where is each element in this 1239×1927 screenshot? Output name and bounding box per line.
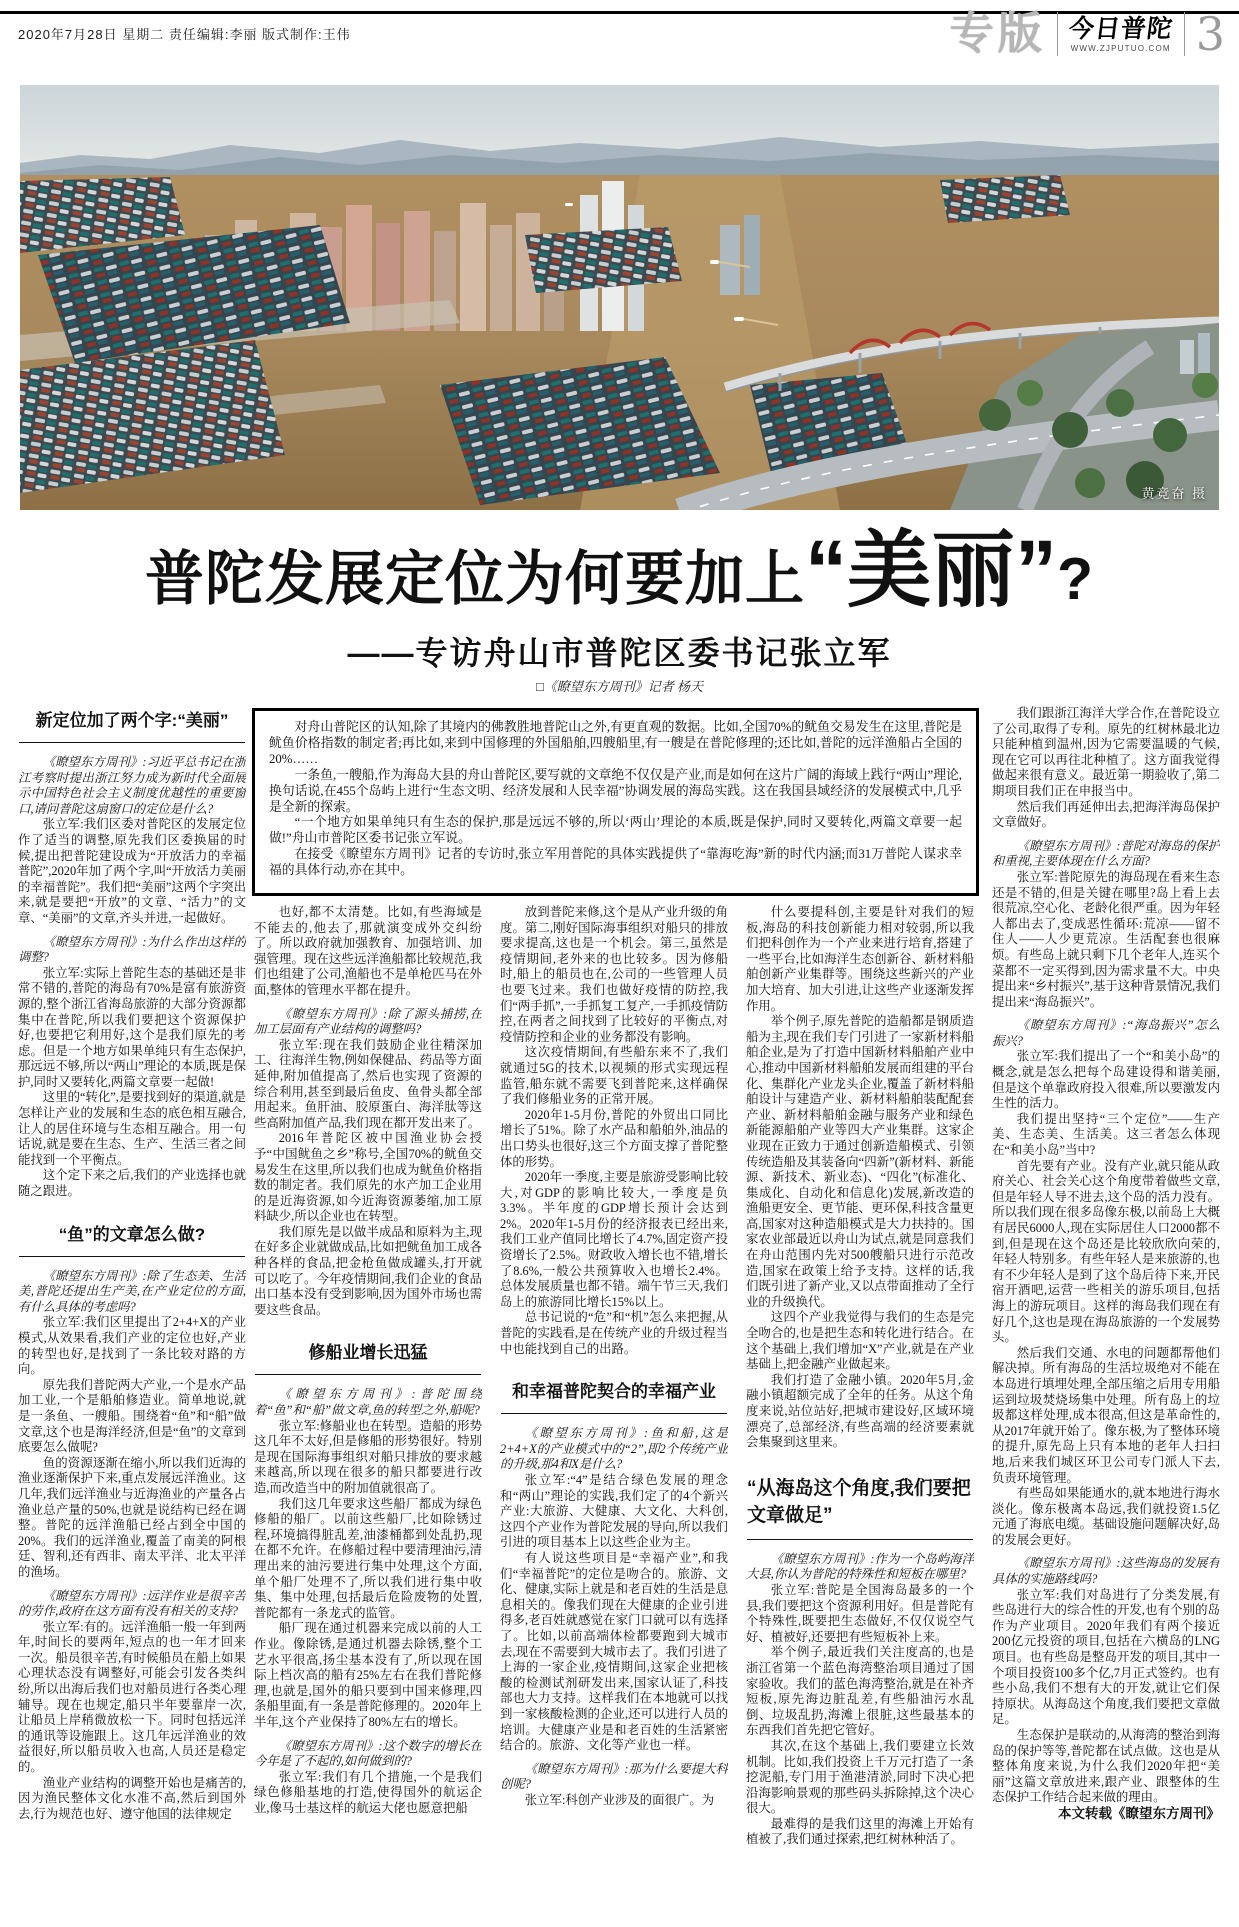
question-paragraph: 《瞭望东方周刊》:“海岛振兴”怎么振兴? [992,1018,1220,1048]
hero-photo [20,85,1219,510]
body-paragraph: 我们提出坚持“三个定位”——生产美、生态美、生活美。这三者怎么体现在“和美小岛”当中? [992,1111,1220,1158]
masthead-title: 今日普陀 [1066,13,1175,43]
question-paragraph: 《瞭望东方周刊》:那为什么要提大科创呢? [500,1761,728,1792]
main-headline [0,524,1239,641]
section-heading: “从海岛这个角度,我们要把文章做足” [747,1475,973,1540]
article-column-4 [746,905,974,1905]
question-paragraph: 《瞭望东方周刊》:除了源头捕捞,在加工层面有产业结构的调整吗? [254,1006,482,1037]
question-paragraph: 《瞭望东方周刊》:普陀围绕着“鱼”和“船”做文章,鱼的转型之外,船呢? [254,1387,482,1418]
subheadline: ——专访舟山市普陀区委书记张立军 [347,635,892,671]
lede-box [252,708,979,896]
body-paragraph: 生态保护是联动的,从海湾的整治到海岛的保护等等,普陀都在试点做。这也是从整体角度来说,为什么我们2020年把“美丽”这篇文章放进来,跟产业、跟整体的生态保护工作结合起来做的理由。 [992,1728,1220,1805]
question-paragraph: 《瞭望东方周刊》:除了生态美、生活美,普陀还提出生产美,在产业定位的方面,有什么具体的考虑吗? [18,1268,246,1314]
answer-paragraph: 张立军:我们区里提出了2+4+X的产业模式,从效果看,我们产业的定位也好,产业的转型也好,是找到了一条比较对路的方向。 [18,1315,246,1377]
body-paragraph: 我们打造了金融小镇。2020年5月,金融小镇超额完成了全年的任务。从这个角度来说,站位站好,把城市建设好,区域环境漂亮了,总部经济,有些高端的经济要素就会集聚到这里来。 [746,1372,974,1450]
byline: □《瞭望东方周刊》记者 杨天 [535,679,704,694]
section-heading: 和幸福普陀契合的幸福产业 [501,1381,727,1414]
headline-emphasis: “美丽” [804,523,1057,617]
question-paragraph: 《瞭望东方周刊》:鱼和船,这是2+4+X的产业模式中的“2”,即2个传统产业的升级,那4和X是什么? [500,1426,728,1472]
body-paragraph: 总书记说的“危”和“机”怎么来把握,从普陀的实践看,是在传统产业的升级过程当中也能找到自己的出路。 [500,1310,728,1356]
body-paragraph: 举个例子,最近我们关注度高的,也是浙江省第一个蓝色海湾整治项目通过了国家验收。我们的蓝色海湾整治,就是在补齐短板,原先海边脏乱差,有些船油污水乱倒、垃圾乱扔,海滩上很脏,这些最基本的东西我们首先把它管好。 [746,1645,974,1738]
body-paragraph: 有人说这些项目是“幸福产业”,和我们“幸福普陀”的定位是吻合的。旅游、文化、健康,实际上就是和老百姓的生活是息息相关的。像我们现在大健康的企业引进得多,老百姓就感觉在家门口就可以有选择了。比如,以前高端体检都要跑到大城市去,现在不需要到大城市去了。我们引进了上海的一家企业,疫情期间,这家企业把核酸的检测试剂研发出来,国家认证了,科技部也大力支持。这样我们在本地就可以找到一家核酸检测的企业,还可以进行人员的培训。大健康产业是和老百姓的生活紧密结合的。旅游、文化等产业也一样。 [500,1550,728,1753]
body-paragraph: 渔业产业结构的调整开始也是痛苦的,因为渔民整体文化水准不高,然后到国外去,行为规范也好、遵守他国的法律规定 [18,1775,246,1821]
body-paragraph: 我们原先是以做半成品和原料为主,现在好多企业就做成品,比如把鱿鱼加工成各种各样的食品,把金枪鱼做成罐头,打开就可以吃了。今年疫情期间,我们企业的食品出口基本没有受到影响,因为国外市场也需要这些食品。 [254,1224,482,1317]
body-paragraph: 有些岛如果能通水的,就本地进行海水淡化。像东极离本岛远,我们就投资1.5亿元通了海底电缆。基础设施问题解决好,岛的发展会更好。 [992,1486,1220,1547]
body-paragraph: 这四个产业我觉得与我们的生态是完全吻合的,也是把生态和转化进行结合。在这个基础上,我们增加“X”产业,就是在产业基础上,把金融产业做起来。 [746,1310,974,1372]
body-paragraph: 我们这几年要求这些船厂都成为绿色修船的船厂。以前这些船厂,比如除锈过程,环境搞得脏乱差,油漆桶都到处乱扔,现在都不允许。在修船过程中要清理油污,清理出来的油污要进行集中处理,这个方面,单个船厂处理不了,所以我们进行集中收集、集中处理,包括最后危险废物的处置,普陀都有一条龙式的监管。 [254,1496,482,1620]
date-line: 2020年7月28日 星期二 责任编辑:李丽 版式制作:王伟 [18,27,351,42]
lede-paragraph: “一个地方如果单纯只有生态的保护,那是远远不够的,所以‘两山’理论的本质,既是保护,同时又要转化,两篇文章要一起做!”舟山市普陀区委书记张立军说。 [269,815,962,846]
answer-paragraph: 张立军:修船业也在转型。造船的形势这几年不太好,但是修船的形势很好。特别是现在国际海事组织对船只排放的要求越来越高,所以现在很多的船只都要进行改造,而改造当中的附加值就很高了。 [254,1418,482,1495]
question-paragraph: 《瞭望东方周刊》:这些海岛的发展有具体的实施路线吗? [992,1556,1220,1587]
article-column-2 [254,905,482,1905]
answer-paragraph: 张立军:现在我们鼓励企业往精深加工、往海洋生物,例如保健品、药品等方面延伸,附加值提高了,然后也实现了资源的综合利用,甚至到最后鱼皮、鱼骨头都全部用起来。鱼肝油、胶原蛋白、海洋肽等这些高附加值产品,我们现在都开发出来了。 [254,1037,482,1130]
answer-paragraph: 张立军:我们对岛进行了分类发展,有些岛进行大的综合性的开发,也有个别的岛作为产业项目。2020年我们有两个接近200亿元投资的项目,包括在六横岛的LNG项目。也有些岛是整岛开发的项目,其中一个项目投资100多个亿,7月正式签约。也有些小岛,我们不想有大的开发,就让它们保持原状。从海岛这个角度,我们要把文章做足。 [992,1587,1220,1727]
article-column-3 [500,905,728,1905]
body-paragraph: 2016年普陀区被中国渔业协会授予“中国鱿鱼之乡”称号,全国70%的鱿鱼交易发生在这里,所以我们也成为鱿鱼价格指数的制定者。我们原先的水产加工企业用的是近海资源,如今近海资源萎缩,加工原料缺少,所以企业也在转型。 [254,1131,482,1224]
masthead-stack [1066,13,1175,54]
logo-divider [1057,12,1058,56]
body-paragraph: 2020年一季度,主要是旅游受影响比较大,对GDP的影响比较大,一季度是负3.3%。半年度的GDP增长预计会达到2%。2020年1-5月份的经济报表已经出来,我们工业产值同比增长了4.7%,固定资产投资增长了2.5%。财政收入增长也不错,增长了8.6%,一般公共预算收入也增长2.4%。总体发展质量也都不错。端午节三天,我们岛上的旅游同比增长15%以上。 [500,1170,728,1309]
section-heading: 修船业增长迅猛 [255,1342,481,1375]
body-paragraph: 这里的“转化”,是要找到好的渠道,就是怎样让产业的发展和生态的底色相互融合,让人的居住环境与生态相互融合。用一句话说,就是要在生态、生产、生活三者之间能找到一个平衡点。 [18,1090,246,1167]
body-paragraph: 放到普陀来修,这个是从产业升级的角度。第二,刚好国际海事组织对船只的排放要求提高,这也是一个机会。第三,虽然是疫情期间,老外来的也比较多。因为修船时,船上的船员也在,公司的一些管理人员也要飞过来。我们也做好疫情的防控,我们“两手抓”,一手抓复工复产,一手抓疫情防控,在两者之间找到了比较好的平衡点,对疫情防控和企业的业务都没有影响。 [500,905,728,1044]
headline-question-mark: ? [1056,546,1095,612]
answer-paragraph: 张立军:我们区委对普陀区的发展定位作了适当的调整,原先我们区委换届的时候,提出把普陀建设成为“开放活力的幸福普陀”,2020年加了两个字,叫“开放活力美丽的幸福普陀”。我们把“美丽”这两个字突出来,就是要把“开放”的文章、“活力”的文章、“美丽”的文章,齐头并进,一起做好。 [18,817,246,925]
masthead-url: WWW.ZJPUTUO.COM [1070,44,1171,54]
body-paragraph: 船厂现在通过机器来完成以前的人工作业。像除锈,是通过机器去除锈,整个工艺水平很高,扬尘基本没有了,所以现在国际上档次高的船有25%左右在我们普陀修理,也就是,国外的船只要到中国来修理,四条船里面,有一条是普陀修理的。2020年上半年,这个产业保持了80%左右的增长。 [254,1621,482,1729]
question-paragraph: 《瞭望东方周刊》:为什么作出这样的调整? [18,934,246,965]
section-heading: 新定位加了两个字:“美丽” [19,710,245,743]
body-paragraph: 然后我们交通、水电的问题都帮他们解决掉。所有海岛的生活垃圾绝对不能在本岛进行填埋处理,全部压缩之后用专用船运到垃圾焚烧场集中处理。所有岛上的垃圾都这样处理,成本很高,但这是革命性的,从2017年就开始了。像东极,为了整体环境的提升,原先岛上只有本地的老年人扫扫地,后来我们城区环卫公司专门派人下去,负责环境管理。 [992,1345,1220,1485]
body-paragraph: 2020年1-5月份,普陀的外贸出口同比增长了51%。除了水产品和船舶外,油品的出口势头也很好,这三个方面支撑了普陀整体的形势。 [500,1107,728,1169]
body-paragraph: 首先要有产业。没有产业,就只能从政府关心、社会关心这个角度带着做些文章,但是年轻人导不进去,这个岛的活力没有。所以我们现在很多岛像东极,以前岛上大概有居民6000人,现在实际居住人口2000都不到,但是现在这个岛还是比较欣欣向荣的,年轻人特别多。有些年轻人是来旅游的,也有不少年轻人是到了这个岛后待下来,开民宿开酒吧,运营一些相关的游乐项目,包括海上的游玩项目。这样的海岛我们现在有好几个,这也是现在海岛旅游的一个发展势头。 [992,1158,1220,1345]
answer-paragraph: 张立军:我们有几个措施,一个是我们绿色修船基地的打造,使得国外的航运企业,像马士基这样的航运大佬也愿意把船 [254,1769,482,1815]
lede-paragraph: 对舟山普陀区的认知,除了其境内的佛教胜地普陀山之外,有更直观的数据。比如,全国70%的鱿鱼交易发生在这里,普陀是鱿鱼价格指数的制定者;再比如,来到中国修理的外国船舶,四艘船里,有一艘是在普陀修理的;还比如,普陀的远洋渔船占全国的20%…… [269,720,962,766]
article-credit: 本文转载《瞭望东方周刊》 [1058,1805,1220,1821]
answer-paragraph: 张立军:科创产业涉及的面很广。为 [524,1792,715,1807]
harbor-aerial-illustration [20,85,1219,510]
answer-paragraph: 张立军:普陀是全国海岛最多的一个县,我们要把这个资源利用好。但是普陀有个特殊性,既要把生态做好,不仅仅说空气好、植被好,还要把有些短板补上来。 [746,1582,974,1644]
question-paragraph: 《瞭望东方周刊》:普陀对海岛的保护和重视,主要体现在什么方面? [992,838,1220,869]
body-paragraph: 这个定下来之后,我们的产业选择也就随之跟进。 [18,1168,246,1199]
section-label: 专版 [949,9,1046,58]
headline-text: 普陀发展定位为何要加上 [144,546,805,612]
question-paragraph: 《瞭望东方周刊》:这个数字的增长在今年是了不起的,如何做到的? [254,1738,482,1769]
body-paragraph: 举个例子,原先普陀的造船都是钢质造船为主,现在我们专门引进了一家新材料船舶企业,是为了打造中国新材料船舶产业中心,推动中国新材料船舶发展而组建的平台化、集群化产业龙头企业,覆盖了新材料船舶设计与建造产业、新材料船舶装配配套产业、新材料船舶金融与服务产业和绿色新能源船舶产业等四大产业集群。这家企业现在正致力于通过创新造船模式、引领传统造船及其装备向“四新”(新材料、新能源、新技术、新业态)、“四化”(标准化、集成化、自动化和信息化)发展,新改造的渔船更安全、更节能、更环保,科技含量更高,国家对这种造船模式是大力扶持的。国家农业部最近以舟山为试点,就是同意我们在舟山范围内先对500艘船只进行示范改造,国家在政策上给予支持。这样的话,我们既引进了新产业,又以点带面推动了全行业的升级换代。 [746,1014,974,1309]
masthead-block [949,7,1225,61]
body-paragraph: 什么要提科创,主要是针对我们的短板,海岛的科技创新能力相对较弱,所以我们把科创作为一个产业来进行培育,搭建了一些平台,比如海洋生态创新谷、新材料船舶创新产业集群等。围绕这些新兴的产业加大培育、加大引进,让这些产业逐渐发挥作用。 [746,905,974,1013]
page-number: 3 [1195,7,1225,61]
answer-paragraph: 张立军:我们提出了一个“和美小岛”的概念,就是怎么把每个岛建设得和谐美丽,但是这个单靠政府投入很难,所以要激发内生性的活力。 [992,1049,1220,1111]
body-paragraph: 其次,在这个基础上,我们要建立长效机制。比如,我们投资上千万元打造了一条挖泥船,专门用于渔港清淤,同时下决心把沿海影响景观的那些码头拆除掉,这个决心很大。 [746,1738,974,1816]
section-heading: “鱼”的文章怎么做? [19,1224,245,1257]
body-paragraph: 这次疫情期间,有些船东来不了,我们就通过5G的技术,以视频的形式实现远程监管,船东就不需要飞到普陀来,这样确保了我们修船业务的正常开展。 [500,1045,728,1107]
lede-paragraph: 一条鱼,一艘船,作为海岛大县的舟山普陀区,要写就的文章绝不仅仅是产业,而是如何在这片广阔的海域上践行“两山”理论,换句话说,在455个岛屿上进行“生态文明、经济发展和人民幸福”协调发展的海岛实践。这在我国县域经济的发展模式中,几乎是全新的探索。 [269,767,962,814]
body-paragraph: 最难得的是我们这里的海滩上开始有植被了,我们通过探索,把红树林种活了。 [746,1816,974,1847]
answer-paragraph: 张立军:有的。远洋渔船一般一年到两年,时间长的要两年,短点的也一年才回来一次。船员很辛苦,有时候船员在船上如果心理状态没有调整好,可能会引发各类纠纷,所以出海后我们也对船员进行各类心理辅导。现在也规定,船只半年要靠岸一次,让船员上岸稍微放松一下。同时包括远洋的通讯等设施跟上。这几年远洋渔业的效益很好,所以船员收入也高,人员还是稳定的。 [18,1619,246,1775]
photo-credit: 黄竞奋 摄 [1141,486,1207,501]
body-paragraph: 然后我们再延伸出去,把海洋海岛保护文章做好。 [992,799,1220,830]
answer-paragraph: 张立军:普陀原先的海岛现在看来生态还是不错的,但是关键在哪里?岛上看上去很荒凉,空心化、老龄化很严重。因为年轻人都出去了,变成恶性循环:荒凉——留不住人——人少更荒凉。生活配套也很麻烦。有些岛上就只剩下几个老年人,连买个菜都不一定买得到,因为需求量不大。中央提出来“乡村振兴”,基于这种背景情况,我们提出来“海岛振兴”。 [992,869,1220,1009]
question-paragraph: 《瞭望东方周刊》:作为一个岛屿海洋大县,你认为普陀的特殊性和短板在哪里? [746,1551,974,1582]
question-paragraph: 《瞭望东方周刊》:习近平总书记在浙江考察时提出浙江努力成为新时代全面展示中国特色社会主义制度优越性的重要窗口,请问普陀这扇窗口的定位是什么? [18,755,246,816]
answer-paragraph: 张立军:“4”是结合绿色发展的理念和“两山”理论的实践,我们定了的4个新兴产业:大旅游、大健康、大文化、大科创,这四个产业作为普陀发展的导向,所以我们引进的项目基本上以这些企业为主。 [500,1473,728,1550]
logo-divider [1184,12,1185,56]
body-paragraph: 原先我们普陀两大产业,一个是水产品加工业,一个是船舶修造业。简单地说,就是一条鱼、一艘船。围绕着“鱼”和“船”做文章,这个也是海洋经济,但是“鱼”的文章到底要怎么做呢? [18,1377,246,1455]
body-paragraph: 鱼的资源逐渐在缩小,所以我们近海的渔业逐渐保护下来,重点发展远洋渔业。这几年,我们远洋渔业与近海渔业的产量各占渔业总产量的50%,也就是说结构已经在调整。普陀的远洋渔船已经占到全中国的20%。我们的远洋渔业,覆盖了南美的阿根廷、智利,还有西非、南太平洋、北太平洋的渔场。 [18,1455,246,1579]
article-column-1 [18,706,246,1905]
body-paragraph: 我们跟浙江海洋大学合作,在普陀设立了公司,取得了专利。原先的红树林最北边只能种植到温州,因为它需要温暖的气候,现在它可以再往北种植了。这方面我觉得做起来很有意义。最近第一期验收了,第二期项目我们正在申报当中。 [992,706,1220,798]
body-paragraph: 也好,都不太清楚。比如,有些海域是不能去的,他去了,那就演变成外交纠纷了。所以政府就加强教育、加强培训、加强管理。现在这些远洋渔船都比较规范,我们也组建了公司,渔船也不是单枪匹马在外面,整体的管理水平都在提升。 [254,905,482,997]
answer-paragraph: 张立军:实际上普陀生态的基础还是非常不错的,普陀的海岛有70%是富有旅游资源的,整个浙江省海岛旅游的大部分资源都集中在普陀,所以我们要把这个资源保护好,也要把它利用好,这个是我们原先的考虑。但是一个地方如果单纯只有生态保护,那远远不够,所以“两山”理论的本质,既是保护,同时又要转化,两篇文章要一起做! [18,965,246,1089]
question-paragraph: 《瞭望东方周刊》:远洋作业是很辛苦的劳作,政府在这方面有没有相关的支持? [18,1588,246,1619]
article-column-5 [992,706,1220,1905]
lede-paragraph: 在接受《瞭望东方周刊》记者的专访时,张立军用普陀的具体实践提供了“靠海吃海”新的时代内涵;而31万普陀人谋求幸福的具体行动,亦在其中。 [269,847,962,878]
